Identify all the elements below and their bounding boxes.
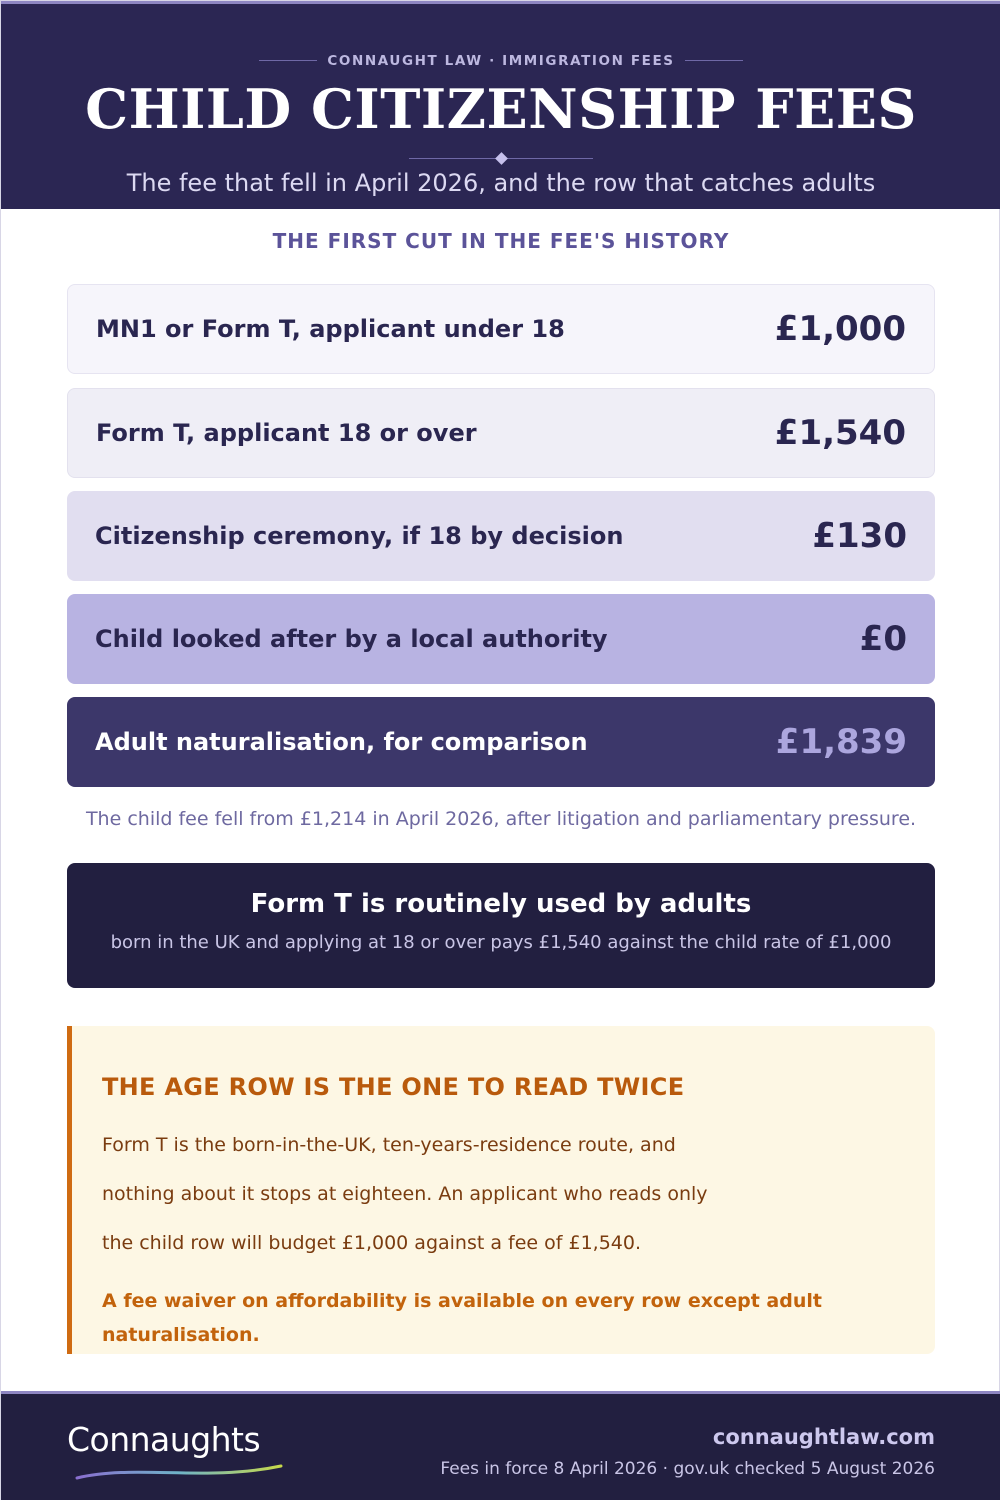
fee-label: Adult naturalisation, for comparison [95,728,588,756]
header [1,1,1000,209]
fee-value: £1,540 [774,413,906,453]
note-title: THE AGE ROW IS THE ONE TO READ TWICE [102,1073,685,1101]
note-body-line: Form T is the born-in-the-UK, ten-years-residence route, and [102,1134,676,1156]
eyebrow-rule-left [259,60,317,61]
fee-row-looked-after-child [67,594,935,684]
fee-value: £1,000 [774,309,906,349]
callout-box [67,863,935,988]
note-box [67,1026,935,1354]
fee-label: MN1 or Form T, applicant under 18 [96,315,565,343]
fee-row-adult-naturalisation [67,697,935,787]
note-body [102,1121,722,1268]
fee-label: Citizenship ceremony, if 18 by decision [95,522,624,550]
footer [1,1391,1000,1500]
eyebrow-text: CONNAUGHT LAW · IMMIGRATION FEES [327,53,675,69]
fee-row-18-or-over [67,388,935,478]
fee-label: Child looked after by a local authority [95,625,608,653]
logo-wordmark: Connaughts [67,1420,261,1459]
note-emphasis: A fee waiver on affordability is available on every row except adult naturalisation. [102,1290,822,1346]
fee-footnote: The child fee fell from £1,214 in April 2026, after litigation and parliamentary pressure. [85,808,917,830]
page-subtitle: The fee that fell in April 2026, and the row that catches adults [126,169,876,197]
fee-value: £130 [812,516,907,556]
eyebrow-rule-right [685,60,743,61]
note-body-line: nothing about it stops at eighteen. An applicant who reads only [102,1183,708,1205]
footer-website-link[interactable]: connaughtlaw.com [712,1425,935,1449]
page-title: CHILD CITIZENSHIP FEES [85,77,917,141]
footer-meta: Fees in force 8 April 2026 · gov.uk checked 5 August 2026 [440,1459,935,1479]
note-body-line: the child row will budget £1,000 against a fee of £1,540. [102,1232,642,1254]
fee-value: £0 [859,619,907,659]
eyebrow-row [1,50,1000,70]
callout-title: Form T is routinely used by adults [250,889,752,919]
logo-swoosh-icon [75,1460,285,1484]
callout-subtitle: born in the UK and applying at 18 or over pays £1,540 against the child rate of £1,000 [110,932,892,953]
diamond-icon [495,152,508,165]
fee-row-under-18 [67,284,935,374]
section-title: THE FIRST CUT IN THE FEE'S HISTORY [272,229,730,253]
fee-row-ceremony [67,491,935,581]
fee-label: Form T, applicant 18 or over [96,419,477,447]
connaughts-logo [67,1420,287,1480]
fee-value: £1,839 [775,722,907,762]
